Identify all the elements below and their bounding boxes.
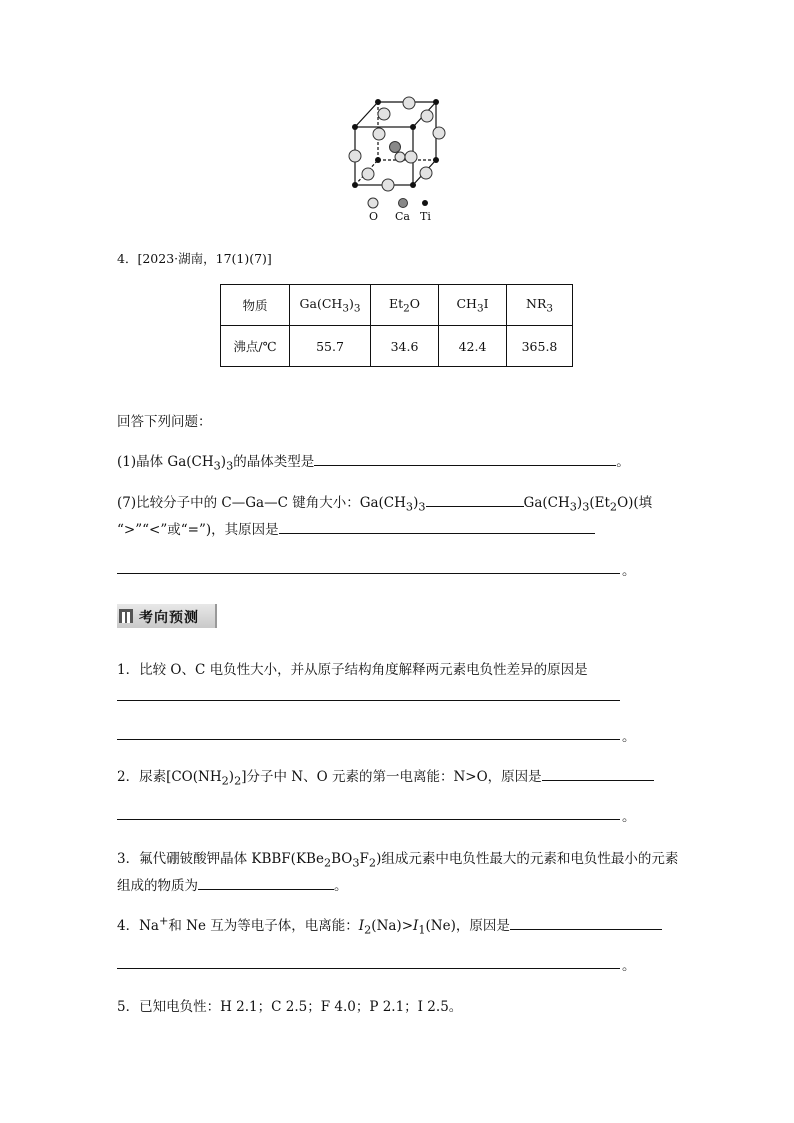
answer-blank[interactable] bbox=[542, 767, 654, 781]
question-7-line1: (7)比较分子中的 C—Ga—C 键角大小：$Ga(CH_3)_3$ $Ga(CH_3)_3(Et_2O)$(填 bbox=[117, 495, 653, 514]
table-header-cell: $NR_3$ bbox=[507, 285, 573, 326]
answer-blank[interactable] bbox=[426, 493, 524, 507]
section-title: 考向预测 bbox=[139, 610, 199, 626]
answer-blank[interactable] bbox=[510, 916, 662, 930]
table-header-cell: $CH_3I$ bbox=[439, 285, 507, 326]
period: 。 bbox=[622, 809, 636, 825]
prediction-2: 2．尿素$[CO(NH_2)_2]$分子中 N、O 元素的第一电离能：N>O，原因是 bbox=[117, 765, 654, 788]
legend-o-marker bbox=[367, 197, 379, 209]
table-cell: 365.8 bbox=[507, 326, 573, 367]
period: 。 bbox=[622, 563, 636, 579]
answer-line[interactable] bbox=[117, 968, 620, 969]
boiling-point-table bbox=[220, 284, 573, 367]
legend-ca-label: Ca bbox=[395, 210, 410, 223]
table-cell: 55.7 bbox=[290, 326, 371, 367]
prediction-4: 4．Na+和 Ne 互为等电子体，电离能：$I_2(Na)>I_1(Ne)$，原因是 bbox=[117, 914, 662, 937]
table-cell: 34.6 bbox=[371, 326, 439, 367]
crystal-structure-figure bbox=[340, 92, 460, 202]
legend-o-label: O bbox=[369, 210, 379, 223]
legend-ti-marker bbox=[421, 199, 429, 207]
answer-line[interactable] bbox=[117, 573, 620, 574]
prediction-3-line1: 3．氟代硼铍酸钾晶体 $KBBF(KBe_2BO_3F_2)$组成元素中电负性最大的元素和电负性最小的元素 bbox=[117, 851, 679, 870]
answer-prompt: 回答下列问题： bbox=[117, 414, 212, 430]
question-1: (1)晶体 $Ga(CH_3)_3$的晶体类型是 。 bbox=[117, 454, 630, 473]
answer-blank[interactable] bbox=[314, 452, 616, 466]
answer-blank[interactable] bbox=[279, 520, 595, 534]
answer-line[interactable] bbox=[117, 739, 620, 740]
question-header: 4．[2023·湖南，17(1)(7)] bbox=[117, 251, 272, 266]
legend-ca-marker bbox=[397, 197, 409, 209]
table-cell: 42.4 bbox=[439, 326, 507, 367]
legend-ti-label: Ti bbox=[420, 210, 431, 223]
answer-line[interactable] bbox=[117, 700, 620, 701]
answer-line[interactable] bbox=[117, 819, 620, 820]
period: 。 bbox=[622, 729, 636, 745]
table-header-cell: 物质 bbox=[221, 285, 290, 326]
question-7-line2: “>”“<”或“=”)，其原因是 bbox=[117, 518, 595, 538]
prediction-3-line2: 组成的物质为 。 bbox=[117, 878, 348, 894]
table-header-cell: $Et_2O$ bbox=[371, 285, 439, 326]
period: 。 bbox=[622, 958, 636, 974]
answer-blank[interactable] bbox=[198, 876, 334, 890]
table-row-label: 沸点/℃ bbox=[221, 326, 290, 367]
prediction-5: 5．已知电负性：H 2.1；C 2.5；F 4.0；P 2.1；I 2.5。 bbox=[117, 999, 463, 1015]
prediction-1: 1．比较 O、C 电负性大小，并从原子结构角度解释两元素电负性差异的原因是 bbox=[117, 662, 588, 678]
section-icon bbox=[119, 609, 133, 623]
section-header bbox=[117, 604, 217, 628]
table-header-cell: $Ga(CH_3)_3$ bbox=[290, 285, 371, 326]
